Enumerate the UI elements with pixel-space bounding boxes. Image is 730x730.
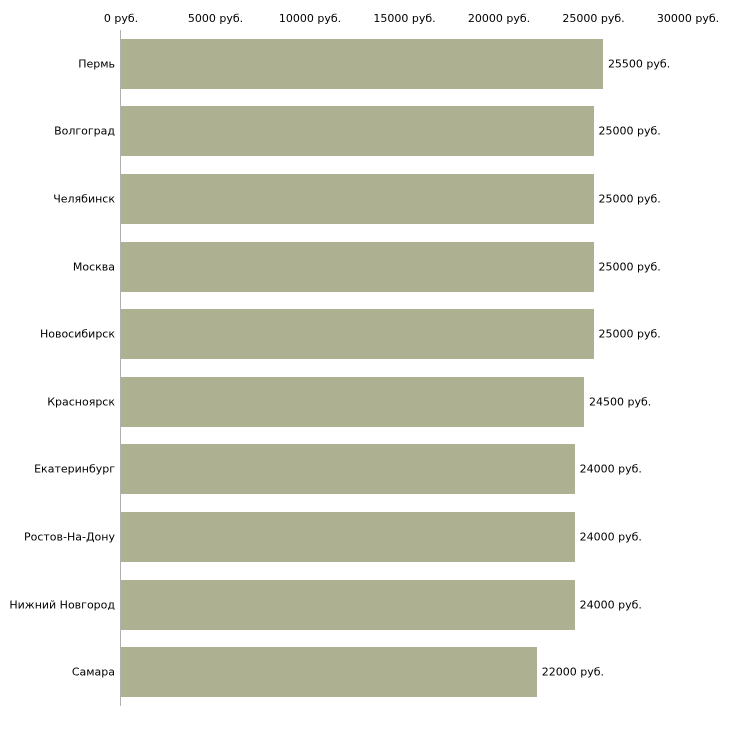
- x-axis-tick-label: 30000 руб.: [656, 12, 720, 25]
- bar-row: [0, 638, 730, 706]
- x-axis-tick-label: 15000 руб.: [373, 12, 436, 25]
- bar[interactable]: [121, 444, 575, 494]
- category-label: Ростов-На-Дону: [23, 530, 115, 544]
- x-axis: [0, 0, 730, 30]
- bar-value-label: 25000 руб.: [598, 124, 661, 138]
- bar[interactable]: [121, 512, 575, 562]
- bar-value-label: 25000 руб.: [598, 260, 661, 274]
- category-label: Москва: [72, 260, 115, 274]
- x-axis-tick-label: 5000 руб.: [187, 12, 244, 25]
- bar-row: [0, 300, 730, 368]
- bar-row: [0, 571, 730, 639]
- bar-row: [0, 436, 730, 504]
- bar[interactable]: [121, 580, 575, 630]
- bar-row: [0, 503, 730, 571]
- category-label: Челябинск: [53, 192, 115, 206]
- plot-area: [0, 30, 730, 710]
- x-axis-tick-label: 10000 руб.: [278, 12, 342, 25]
- category-label: Новосибирск: [39, 327, 115, 341]
- bar-value-label: 24000 руб.: [579, 462, 642, 476]
- bar-row: [0, 368, 730, 436]
- bar[interactable]: [121, 39, 603, 89]
- category-label: Нижний Новгород: [9, 598, 115, 612]
- bar-value-label: 25000 руб.: [598, 327, 661, 341]
- category-label: Самара: [71, 665, 115, 679]
- bar-row: [0, 233, 730, 301]
- bar[interactable]: [121, 106, 594, 156]
- bar-value-label: 22000 руб.: [541, 665, 605, 679]
- x-axis-tick-label: 25000 руб.: [562, 12, 625, 25]
- category-label: Волгоград: [54, 124, 115, 138]
- bar[interactable]: [121, 647, 537, 697]
- bar-value-label: 25000 руб.: [598, 192, 661, 206]
- bar[interactable]: [121, 242, 594, 292]
- bar-value-label: 24500 руб.: [589, 395, 652, 409]
- category-label: Екатеринбург: [34, 462, 115, 476]
- bar-value-label: 25500 руб.: [607, 57, 671, 71]
- bar-row: [0, 98, 730, 166]
- bar[interactable]: [121, 174, 594, 224]
- x-axis-tick-label: 0 руб.: [103, 12, 139, 25]
- x-axis-tick-label: 20000 руб.: [467, 12, 531, 25]
- bar-row: [0, 30, 730, 98]
- bar-row: [0, 165, 730, 233]
- category-label: Красноярск: [47, 395, 115, 409]
- bar-value-label: 24000 руб.: [579, 598, 642, 612]
- bar[interactable]: [121, 309, 594, 359]
- bar-value-label: 24000 руб.: [579, 530, 642, 544]
- bar[interactable]: [121, 377, 584, 427]
- category-label: Пермь: [78, 57, 115, 71]
